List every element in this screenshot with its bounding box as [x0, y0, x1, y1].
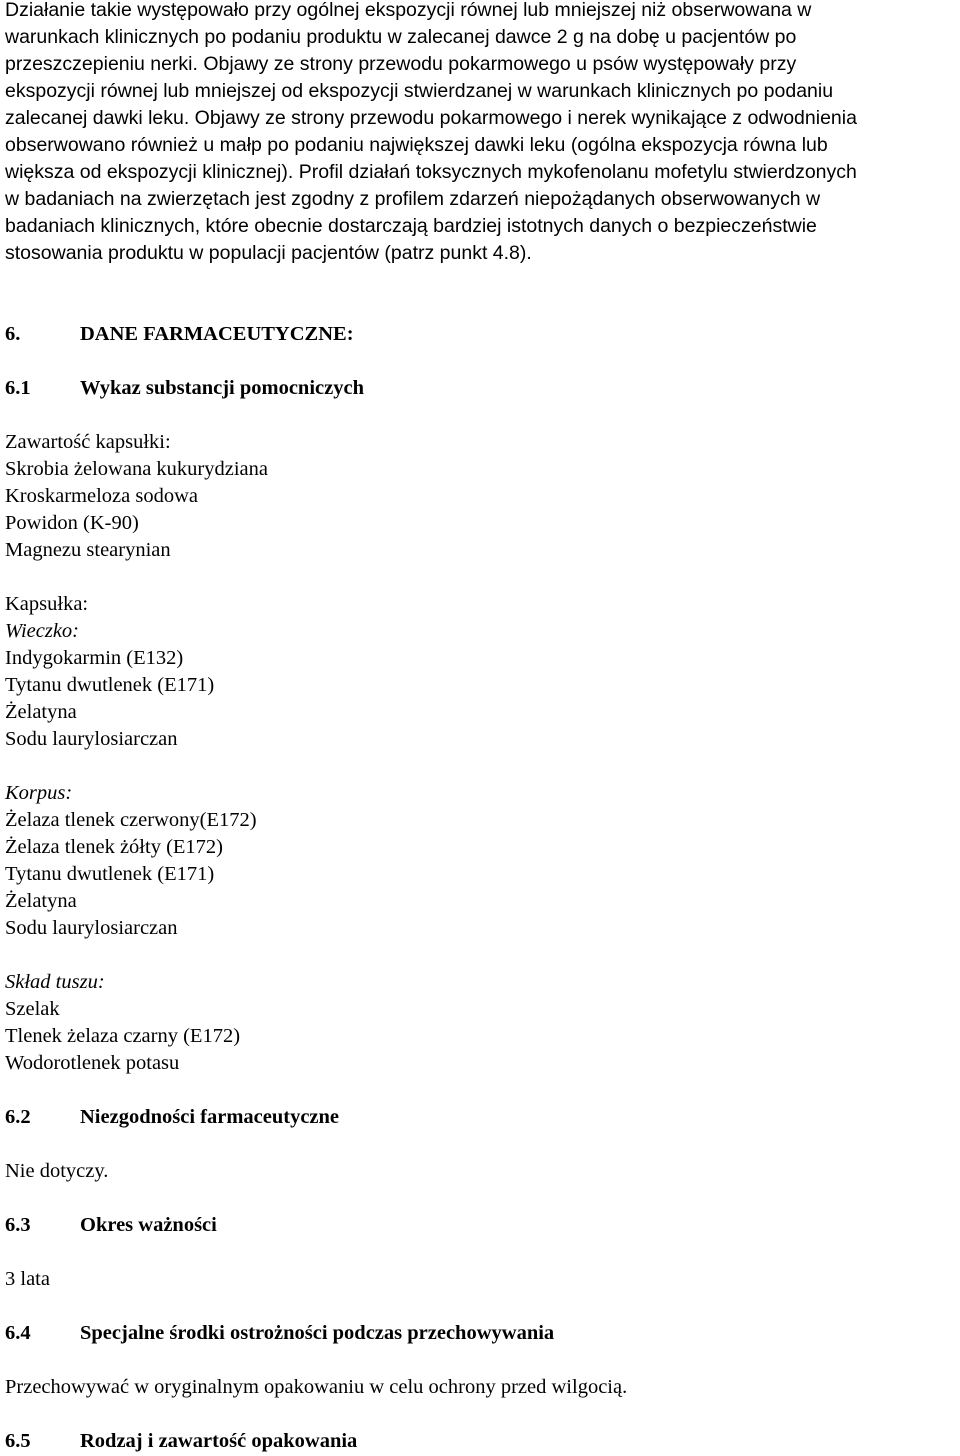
section-title: Specjalne środki ostrożności podczas przechowywania	[80, 1322, 555, 1344]
ink-label: Skład tuszu:	[5, 971, 105, 993]
section-number: 6.4	[5, 1322, 31, 1344]
excipient-item: Sodu laurylosiarczan	[5, 728, 178, 750]
intro-paragraph	[5, 0, 957, 267]
section-6-2-text: Nie dotyczy.	[5, 1160, 109, 1182]
excipient-item: Tlenek żelaza czarny (E172)	[5, 1025, 241, 1047]
paragraph-line: większa od ekspozycji klinicznej). Profil działań toksycznych mykofenolanu mofetylu stwierdzonych	[5, 161, 857, 183]
ink-block	[5, 969, 240, 1077]
capsule-cap-block	[5, 591, 214, 753]
excipient-item: Indygokarmin (E132)	[5, 647, 184, 669]
excipient-item: Żelatyna	[5, 890, 77, 912]
paragraph-line: przeszczepieniu nerki. Objawy ze strony przewodu pokarmowego u psów występowały przy	[5, 53, 797, 75]
paragraph-line: obserwowano również u małp po podaniu największej dawki leku (ogólna ekspozycja równa lub	[5, 134, 828, 156]
section-6-4-text: Przechowywać w oryginalnym opakowaniu w celu ochrony przed wilgocią.	[5, 1376, 628, 1398]
section-title: Wykaz substancji pomocniczych	[80, 377, 364, 399]
capsule-contents-label: Zawartość kapsułki:	[5, 431, 171, 453]
paragraph-line: Działanie takie występowało przy ogólnej ekspozycji równej lub mniejszej niż obserwowana w	[5, 0, 812, 21]
excipient-item: Szelak	[5, 998, 60, 1020]
excipient-item: Powidon (K-90)	[5, 512, 139, 534]
excipient-item: Skrobia żelowana kukurydziana	[5, 458, 268, 480]
section-6-3-heading	[5, 1212, 217, 1239]
section-number: 6.3	[5, 1214, 31, 1236]
capsule-contents-block	[5, 429, 268, 564]
section-number: 6.5	[5, 1430, 31, 1452]
excipient-item: Magnezu stearynian	[5, 539, 171, 561]
capsule-body-block	[5, 780, 257, 942]
paragraph-line: stosowania produktu w populacji pacjentów (patrz punkt 4.8).	[5, 242, 532, 264]
cap-label: Wieczko:	[5, 620, 79, 642]
excipient-item: Kroskarmeloza sodowa	[5, 485, 198, 507]
excipient-item: Tytanu dwutlenek (E171)	[5, 863, 215, 885]
excipient-item: Żelaza tlenek żółty (E172)	[5, 836, 223, 858]
section-6-4-heading	[5, 1320, 554, 1347]
section-6-1-heading	[5, 375, 364, 402]
excipient-item: Sodu laurylosiarczan	[5, 917, 178, 939]
paragraph-line: warunkach klinicznych po podaniu produktu w zalecanej dawce 2 g na dobę u pacjentów po	[5, 26, 797, 48]
section-6-2-heading	[5, 1104, 339, 1131]
section-number: 6.	[5, 323, 21, 345]
section-6-3-text: 3 lata	[5, 1268, 50, 1290]
paragraph-line: ekspozycji równej lub mniejszej od ekspozycji stwierdzanej w warunkach klinicznych po podaniu	[5, 80, 834, 102]
section-6-heading	[5, 321, 354, 348]
section-number: 6.1	[5, 377, 31, 399]
body-label: Korpus:	[5, 782, 73, 804]
excipient-item: Wodorotlenek potasu	[5, 1052, 180, 1074]
excipient-item: Żelatyna	[5, 701, 77, 723]
paragraph-line: w badaniach na zwierzętach jest zgodny z profilem zdarzeń niepożądanych obserwowanych w	[5, 188, 821, 210]
section-title: Okres ważności	[80, 1214, 217, 1236]
section-6-5-heading	[5, 1428, 357, 1455]
section-title: DANE FARMACEUTYCZNE:	[80, 323, 354, 345]
section-title: Niezgodności farmaceutyczne	[80, 1106, 340, 1128]
section-title: Rodzaj i zawartość opakowania	[80, 1430, 358, 1452]
section-number: 6.2	[5, 1106, 31, 1128]
capsule-label: Kapsułka:	[5, 593, 89, 615]
excipient-item: Tytanu dwutlenek (E171)	[5, 674, 215, 696]
excipient-item: Żelaza tlenek czerwony(E172)	[5, 809, 257, 831]
paragraph-line: zalecanej dawki leku. Objawy ze strony przewodu pokarmowego i nerek wynikające z odwodnienia	[5, 107, 857, 129]
paragraph-line: badaniach klinicznych, które obecnie dostarczają bardziej istotnych danych o bezpieczeństwie	[5, 215, 817, 237]
